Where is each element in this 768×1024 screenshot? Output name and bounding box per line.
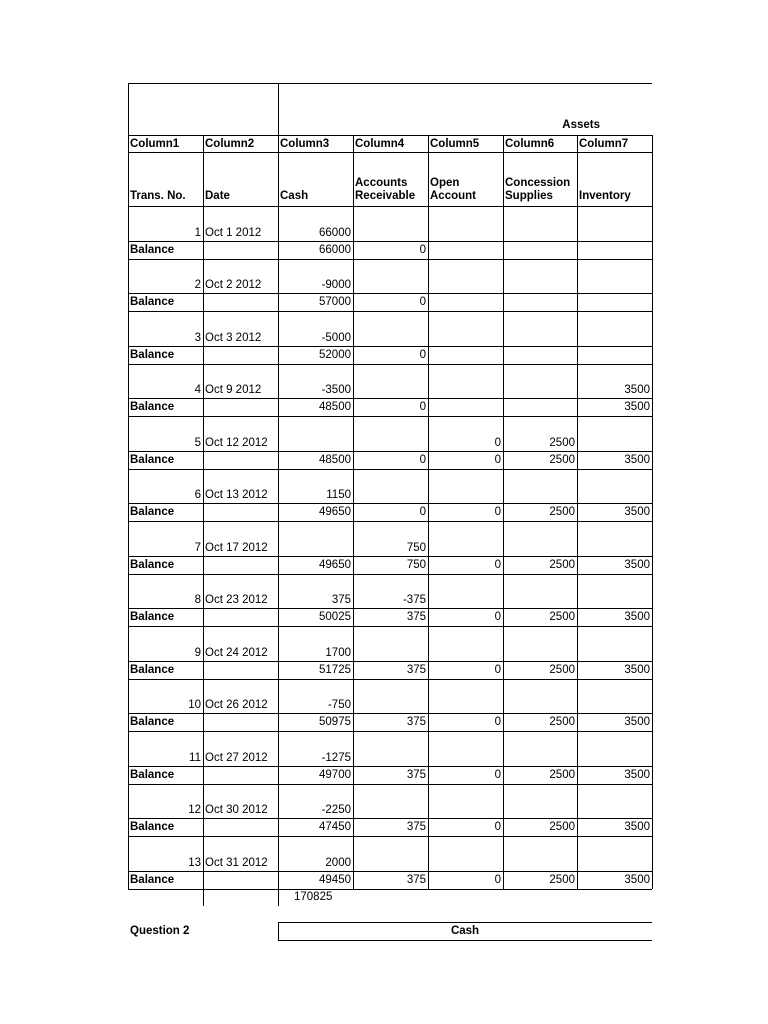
- trans-no: 11: [189, 751, 201, 764]
- cash-box-bottom: [278, 940, 652, 941]
- header-left-border: [128, 83, 129, 135]
- balance-ar: 750: [406, 558, 426, 571]
- trans-no: 4: [194, 384, 201, 396]
- trans-cash: 1150: [326, 489, 351, 501]
- balance-inventory: 3500: [624, 716, 650, 728]
- balance-cash: 47450: [319, 821, 351, 833]
- trans-cash: 66000: [319, 226, 351, 239]
- trans-date: Oct 12 2012: [205, 436, 268, 449]
- trans-cash: -9000: [321, 279, 351, 291]
- row-border: [128, 521, 652, 522]
- trans-date: Oct 23 2012: [205, 594, 268, 606]
- balance-label: Balance: [130, 768, 175, 781]
- column-id-5: Column5: [430, 138, 480, 150]
- column-id-2: Column2: [205, 138, 255, 150]
- trans-supplies: 2500: [549, 436, 575, 449]
- balance-inventory: 3500: [624, 663, 650, 676]
- balance-open: 0: [494, 768, 501, 781]
- row-border: [128, 311, 652, 312]
- balance-label: Balance: [130, 558, 175, 571]
- balance-open: 0: [494, 663, 501, 676]
- balance-label: Balance: [130, 663, 175, 676]
- balance-ar: 375: [406, 716, 426, 728]
- trans-cash: -1275: [321, 751, 351, 764]
- trans-no: 7: [194, 541, 201, 554]
- balance-inventory: 3500: [624, 506, 650, 518]
- balance-cash: 50975: [319, 716, 351, 728]
- balance-label: Balance: [130, 453, 175, 466]
- trans-cash: -2250: [321, 804, 351, 816]
- trans-no: 12: [188, 804, 201, 816]
- balance-cash: 48500: [319, 453, 351, 466]
- trans-no: 6: [194, 489, 201, 501]
- trans-ar: 750: [406, 541, 426, 554]
- row-border: [128, 259, 652, 260]
- header-divider: [278, 83, 279, 135]
- header-row-bottom: [128, 206, 652, 207]
- balance-supplies: 2500: [549, 821, 575, 833]
- balance-open: 0: [494, 873, 501, 886]
- column-header-2: Date: [205, 190, 230, 202]
- row-border: [128, 818, 652, 819]
- balance-cash: 51725: [319, 663, 351, 676]
- balance-supplies: 2500: [549, 768, 575, 781]
- balance-label: Balance: [130, 296, 175, 308]
- balance-open: 0: [494, 558, 501, 571]
- trans-date: Oct 27 2012: [205, 751, 268, 764]
- balance-supplies: 2500: [549, 611, 575, 623]
- row-border: [128, 608, 652, 609]
- trans-date: Oct 30 2012: [205, 804, 268, 816]
- row-border: [128, 889, 652, 890]
- balance-open: 0: [494, 506, 501, 518]
- balance-cash: 50025: [319, 611, 351, 623]
- column-id-row-bottom: [128, 152, 652, 153]
- balance-label: Balance: [130, 243, 175, 256]
- balance-cash: 48500: [319, 401, 351, 413]
- trans-cash: 1700: [325, 646, 351, 659]
- trans-date: Oct 1 2012: [205, 226, 262, 239]
- header-top-border: [128, 83, 652, 84]
- balance-open: 0: [494, 453, 501, 466]
- question-label: Question 2: [130, 925, 190, 937]
- row-border: [128, 766, 652, 767]
- trans-date: Oct 13 2012: [205, 489, 268, 501]
- column-border: [652, 135, 653, 889]
- total-cash: 170825: [294, 890, 333, 903]
- balance-supplies: 2500: [549, 716, 575, 728]
- balance-supplies: 2500: [549, 873, 575, 886]
- column-id-1: Column1: [130, 138, 180, 150]
- row-border: [128, 293, 652, 294]
- row-border: [128, 871, 652, 872]
- trans-date: Oct 17 2012: [205, 541, 268, 554]
- balance-inventory: 3500: [624, 873, 650, 886]
- balance-open: 0: [494, 821, 501, 833]
- balance-label: Balance: [130, 348, 175, 361]
- balance-ar: 0: [419, 243, 426, 256]
- trans-no: 9: [194, 646, 201, 659]
- trans-cash: -5000: [321, 331, 351, 344]
- trans-cash: 2000: [325, 856, 351, 869]
- column-id-6: Column6: [505, 138, 555, 150]
- row-border: [128, 556, 652, 557]
- balance-ar: 375: [406, 873, 426, 886]
- balance-inventory: 3500: [624, 611, 650, 623]
- row-border: [128, 451, 652, 452]
- column-id-3: Column3: [280, 138, 330, 150]
- trans-ar: -375: [402, 594, 426, 606]
- trans-date: Oct 2 2012: [205, 279, 262, 291]
- balance-ar: 0: [419, 348, 426, 361]
- trans-date: Oct 3 2012: [205, 331, 262, 344]
- balance-label: Balance: [130, 873, 175, 886]
- row-border: [128, 574, 652, 575]
- column-border: [577, 135, 578, 889]
- row-border: [128, 679, 652, 680]
- balance-supplies: 2500: [549, 506, 575, 518]
- row-border: [128, 713, 652, 714]
- trans-no: 10: [188, 699, 201, 711]
- row-border: [128, 241, 652, 242]
- trans-no: 3: [194, 331, 201, 344]
- balance-cash: 57000: [319, 296, 351, 308]
- row-border: [128, 503, 652, 504]
- balance-cash: 49650: [319, 558, 351, 571]
- trans-inventory: 3500: [624, 384, 650, 396]
- column-border: [278, 135, 279, 889]
- column-header-3: Cash: [280, 190, 309, 202]
- group-title-assets: Assets: [562, 119, 600, 131]
- trans-cash: -3500: [321, 384, 351, 396]
- total-row-border: [278, 889, 279, 906]
- balance-ar: 375: [406, 821, 426, 833]
- balance-label: Balance: [130, 821, 175, 833]
- trans-no: 5: [194, 436, 201, 449]
- balance-label: Balance: [130, 506, 175, 518]
- balance-supplies: 2500: [549, 558, 575, 571]
- column-header-6: Concession Supplies: [505, 177, 571, 202]
- trans-cash: -750: [327, 699, 351, 711]
- column-border: [353, 135, 354, 889]
- balance-inventory: 3500: [624, 453, 650, 466]
- cash-box-title: Cash: [450, 925, 480, 937]
- balance-ar: 0: [419, 401, 426, 413]
- trans-no: 1: [194, 226, 201, 239]
- column-header-4: Accounts Receivable: [355, 177, 416, 202]
- balance-label: Balance: [130, 611, 175, 623]
- column-border: [503, 135, 504, 889]
- balance-ar: 375: [406, 663, 426, 676]
- trans-no: 2: [194, 279, 201, 291]
- column-header-5: Open Account: [430, 177, 476, 202]
- row-border: [128, 416, 652, 417]
- trans-no: 13: [188, 856, 201, 869]
- balance-cash: 49650: [319, 506, 351, 518]
- balance-ar: 0: [419, 453, 426, 466]
- trans-date: Oct 24 2012: [205, 646, 268, 659]
- balance-ar: 375: [406, 768, 426, 781]
- trans-open: 0: [494, 436, 501, 449]
- column-id-4: Column4: [355, 138, 405, 150]
- row-border: [128, 398, 652, 399]
- balance-open: 0: [494, 611, 501, 623]
- total-row-border: [203, 889, 204, 906]
- column-header-7: Inventory: [579, 190, 631, 202]
- balance-ar: 0: [419, 296, 426, 308]
- balance-label: Balance: [130, 716, 175, 728]
- trans-date: Oct 31 2012: [205, 856, 268, 869]
- balance-ar: 0: [419, 506, 426, 518]
- balance-supplies: 2500: [549, 453, 575, 466]
- row-border: [128, 661, 652, 662]
- balance-open: 0: [494, 716, 501, 728]
- cash-box-top: [278, 922, 652, 923]
- column-id-7: Column7: [579, 138, 629, 150]
- balance-cash: 66000: [319, 243, 351, 256]
- row-border: [128, 364, 652, 365]
- trans-date: Oct 26 2012: [205, 699, 268, 711]
- balance-cash: 49700: [319, 768, 351, 781]
- balance-supplies: 2500: [549, 663, 575, 676]
- row-border: [128, 731, 652, 732]
- balance-inventory: 3500: [624, 768, 650, 781]
- column-border: [203, 135, 204, 889]
- column-border: [428, 135, 429, 889]
- balance-label: Balance: [130, 401, 175, 413]
- row-border: [128, 784, 652, 785]
- column-header-1: Trans. No.: [130, 190, 186, 202]
- balance-cash: 49450: [319, 873, 351, 886]
- row-border: [128, 626, 652, 627]
- row-border: [128, 836, 652, 837]
- trans-cash: 375: [331, 594, 351, 606]
- balance-ar: 375: [406, 611, 426, 623]
- balance-inventory: 3500: [624, 821, 650, 833]
- row-border: [128, 469, 652, 470]
- balance-inventory: 3500: [624, 401, 650, 413]
- balance-inventory: 3500: [624, 558, 650, 571]
- balance-cash: 52000: [319, 348, 351, 361]
- trans-no: 8: [194, 594, 201, 606]
- column-id-row-top: [128, 135, 652, 136]
- column-border: [128, 135, 129, 889]
- row-border: [128, 346, 652, 347]
- trans-date: Oct 9 2012: [205, 384, 262, 396]
